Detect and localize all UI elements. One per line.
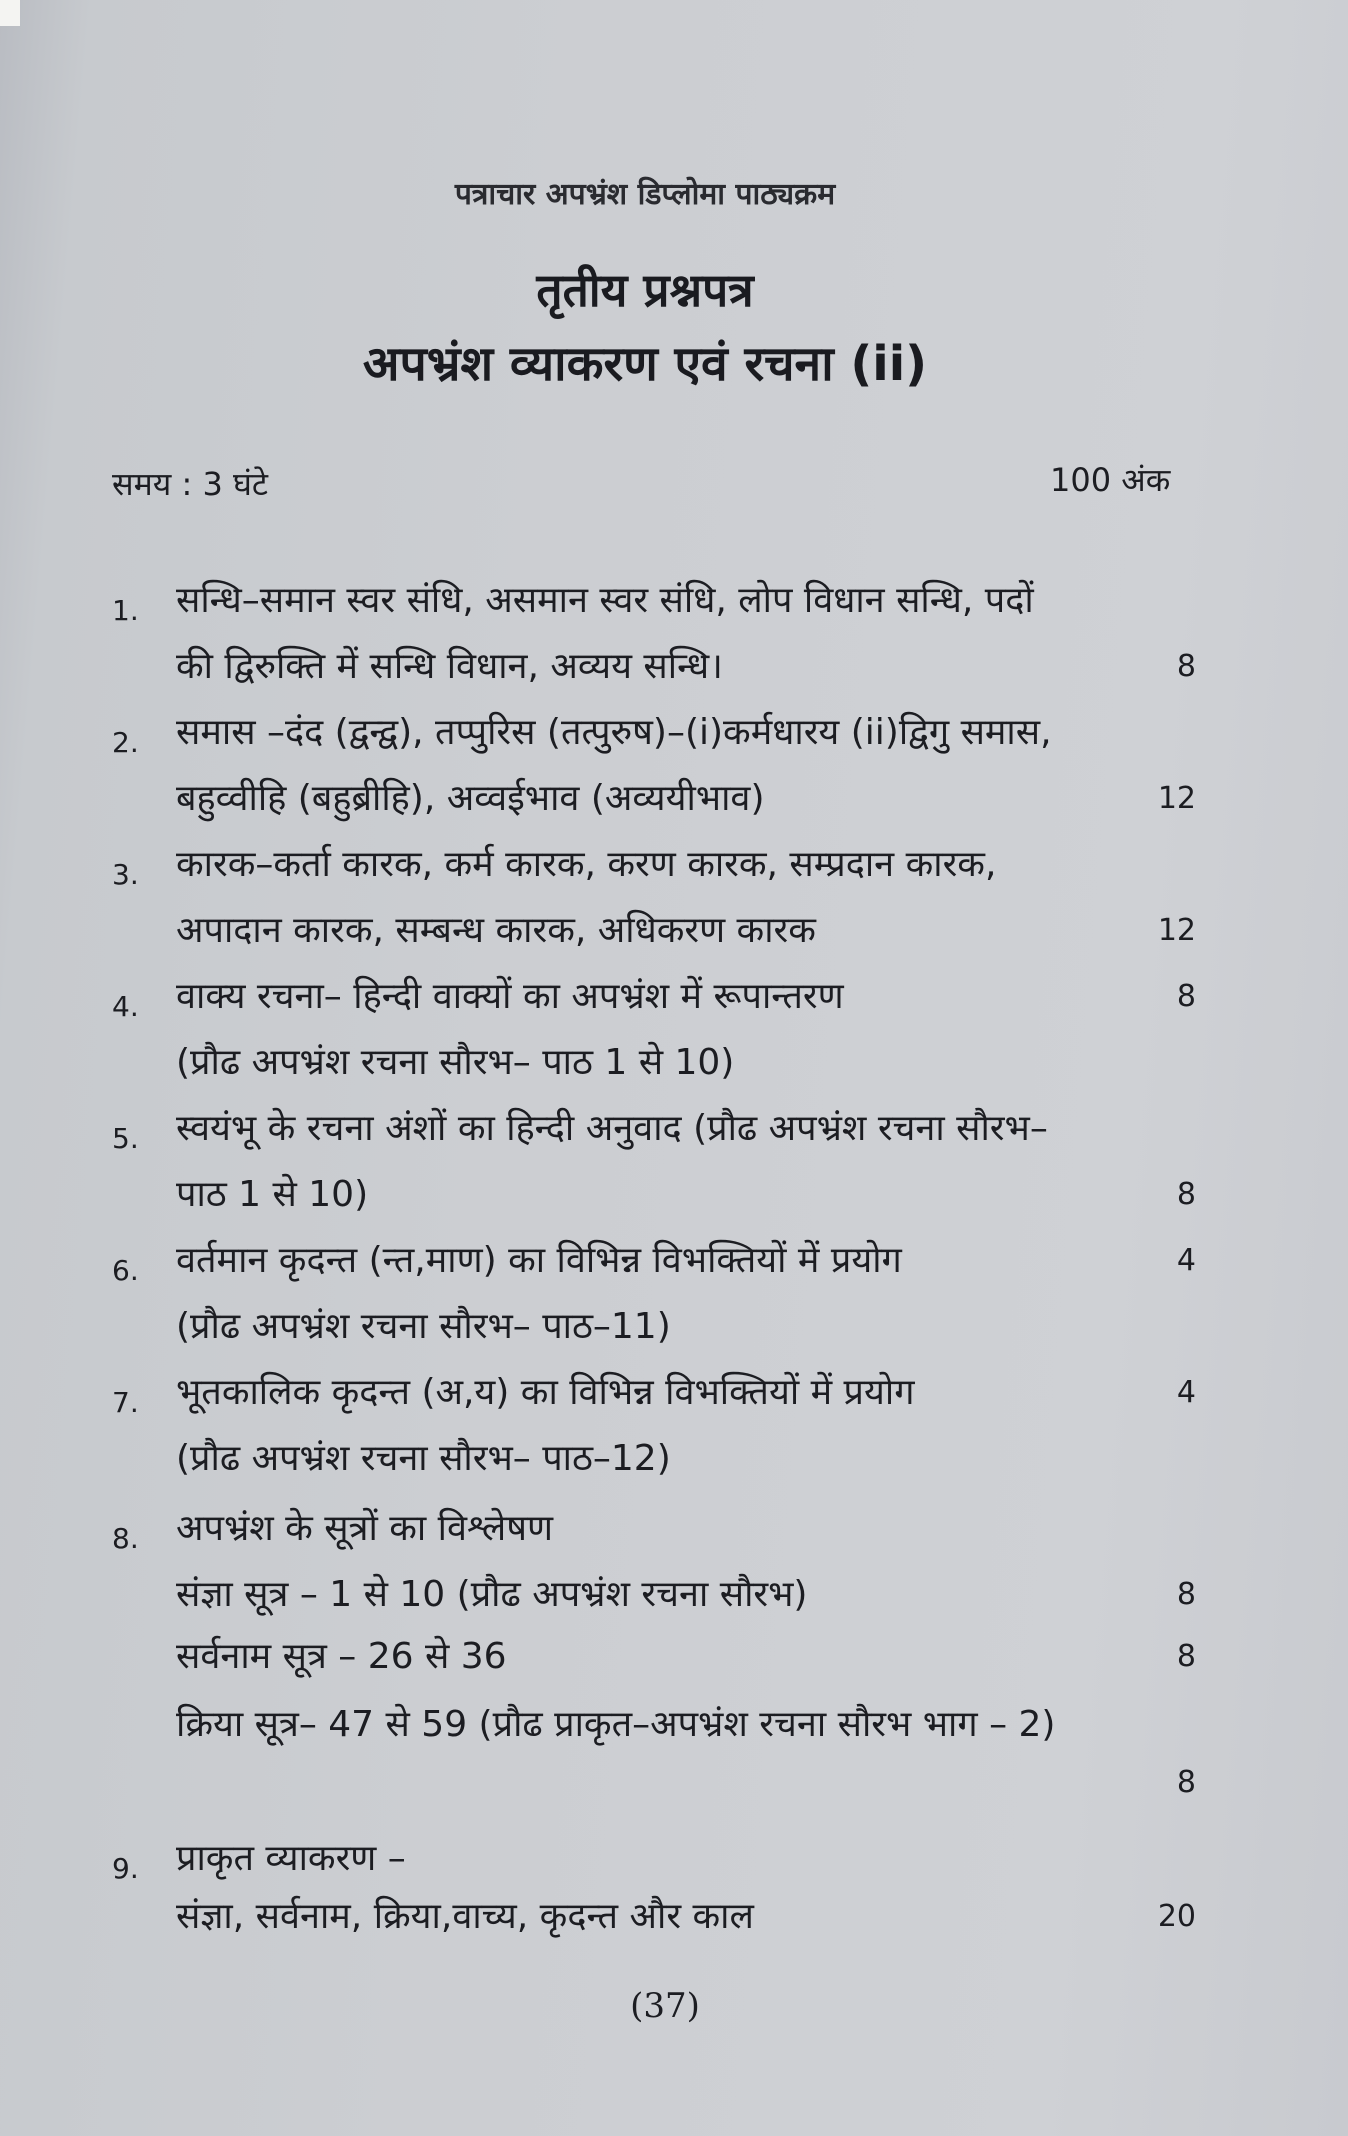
item-number: 5. [112,1122,139,1155]
item-marks: 20 [1157,1899,1196,1934]
sutra-row: सर्वनाम सूत्र – 26 से 36 [176,1636,507,1677]
item-text-line2: (प्रौढ अपभ्रंश रचना सौरभ– पाठ–11) [176,1306,671,1347]
sutra-row: क्रिया सूत्र– 47 से 59 (प्रौढ प्राकृत–अपभ्रंश रचना सौरभ भाग – 2) [176,1704,1056,1745]
item-number: 2. [112,726,139,759]
item-number: 4. [112,990,139,1023]
course-header: पत्राचार अपभ्रंश डिप्लोमा पाठ्यक्रम [454,177,836,212]
item-text-line2: (प्रौढ अपभ्रंश रचना सौरभ– पाठ 1 से 10) [176,1042,735,1083]
page-corner [0,0,20,26]
sutra-marks: 8 [1176,1577,1196,1612]
item-text-line1: प्राकृत व्याकरण – [176,1838,406,1879]
item-text-line2: अपादान कारक, सम्बन्ध कारक, अधिकरण कारक [176,910,816,951]
exam-duration: समय : 3 घंटे [112,465,269,503]
syllabus-item [112,1496,1212,1800]
item-number: 8. [112,1522,139,1555]
item-text-line1: स्वयंभू के रचना अंशों का हिन्दी अनुवाद (प्रौढ अपभ्रंश रचना सौरभ– [176,1108,1048,1149]
item-text-line2: संज्ञा, सर्वनाम, क्रिया,वाच्य, कृदन्त और काल [176,1896,754,1937]
item-number: 9. [112,1852,139,1885]
item-text-line1: वाक्य रचना– हिन्दी वाक्यों का अपभ्रंश में रूपान्तरण [176,976,844,1017]
item-marks: 4 [1176,1243,1196,1278]
item-marks: 8 [1176,649,1196,684]
item-text-line1: अपभ्रंश के सूत्रों का विश्लेषण [176,1508,554,1549]
item-text-line2: की द्विरुक्ति में सन्धि विधान, अव्यय सन्धि। [176,646,723,687]
item-text-line2: बहुव्वीहि (बहुब्रीहि), अव्वईभाव (अव्ययीभाव) [176,778,765,819]
item-text-line1: वर्तमान कृदन्त (न्त,माण) का विभिन्न विभक्तियों में प्रयोग [176,1240,902,1281]
item-marks: 8 [1176,1177,1196,1212]
page-number: (37) [630,1986,700,2026]
paper-title: तृतीय प्रश्नपत्र [536,263,754,317]
item-marks: 8 [1176,979,1196,1014]
item-text-line1: भूतकालिक कृदन्त (अ,य) का विभिन्न विभक्तियों में प्रयोग [176,1372,915,1413]
item-text-line1: सन्धि–समान स्वर संधि, असमान स्वर संधि, लोप विधान सन्धि, पदों [176,580,1034,621]
sutra-marks: 8 [1176,1639,1196,1674]
item-marks: 4 [1176,1375,1196,1410]
item-marks: 12 [1157,913,1196,948]
item-number: 7. [112,1386,139,1419]
item-text-line1: समास –दंद (द्वन्द्व), तप्पुरिस (तत्पुरुष)–(i)कर्मधारय (ii)द्विगु समास, [176,712,1052,753]
sutra-marks: 8 [1176,1765,1196,1800]
item-marks: 12 [1157,781,1196,816]
sutra-row: संज्ञा सूत्र – 1 से 10 (प्रौढ अपभ्रंश रचना सौरभ) [176,1574,808,1615]
item-number: 6. [112,1254,139,1287]
item-number: 3. [112,858,139,891]
total-marks: 100 अंक [1050,461,1171,499]
paper-subtitle: अपभ्रंश व्याकरण एवं रचना (ii) [362,336,928,392]
item-text-line2: (प्रौढ अपभ्रंश रचना सौरभ– पाठ–12) [176,1438,671,1479]
item-text-line2: पाठ 1 से 10) [176,1174,369,1215]
item-number: 1. [112,594,139,627]
item-text-line1: कारक–कर्ता कारक, कर्म कारक, करण कारक, सम्प्रदान कारक, [176,844,997,885]
